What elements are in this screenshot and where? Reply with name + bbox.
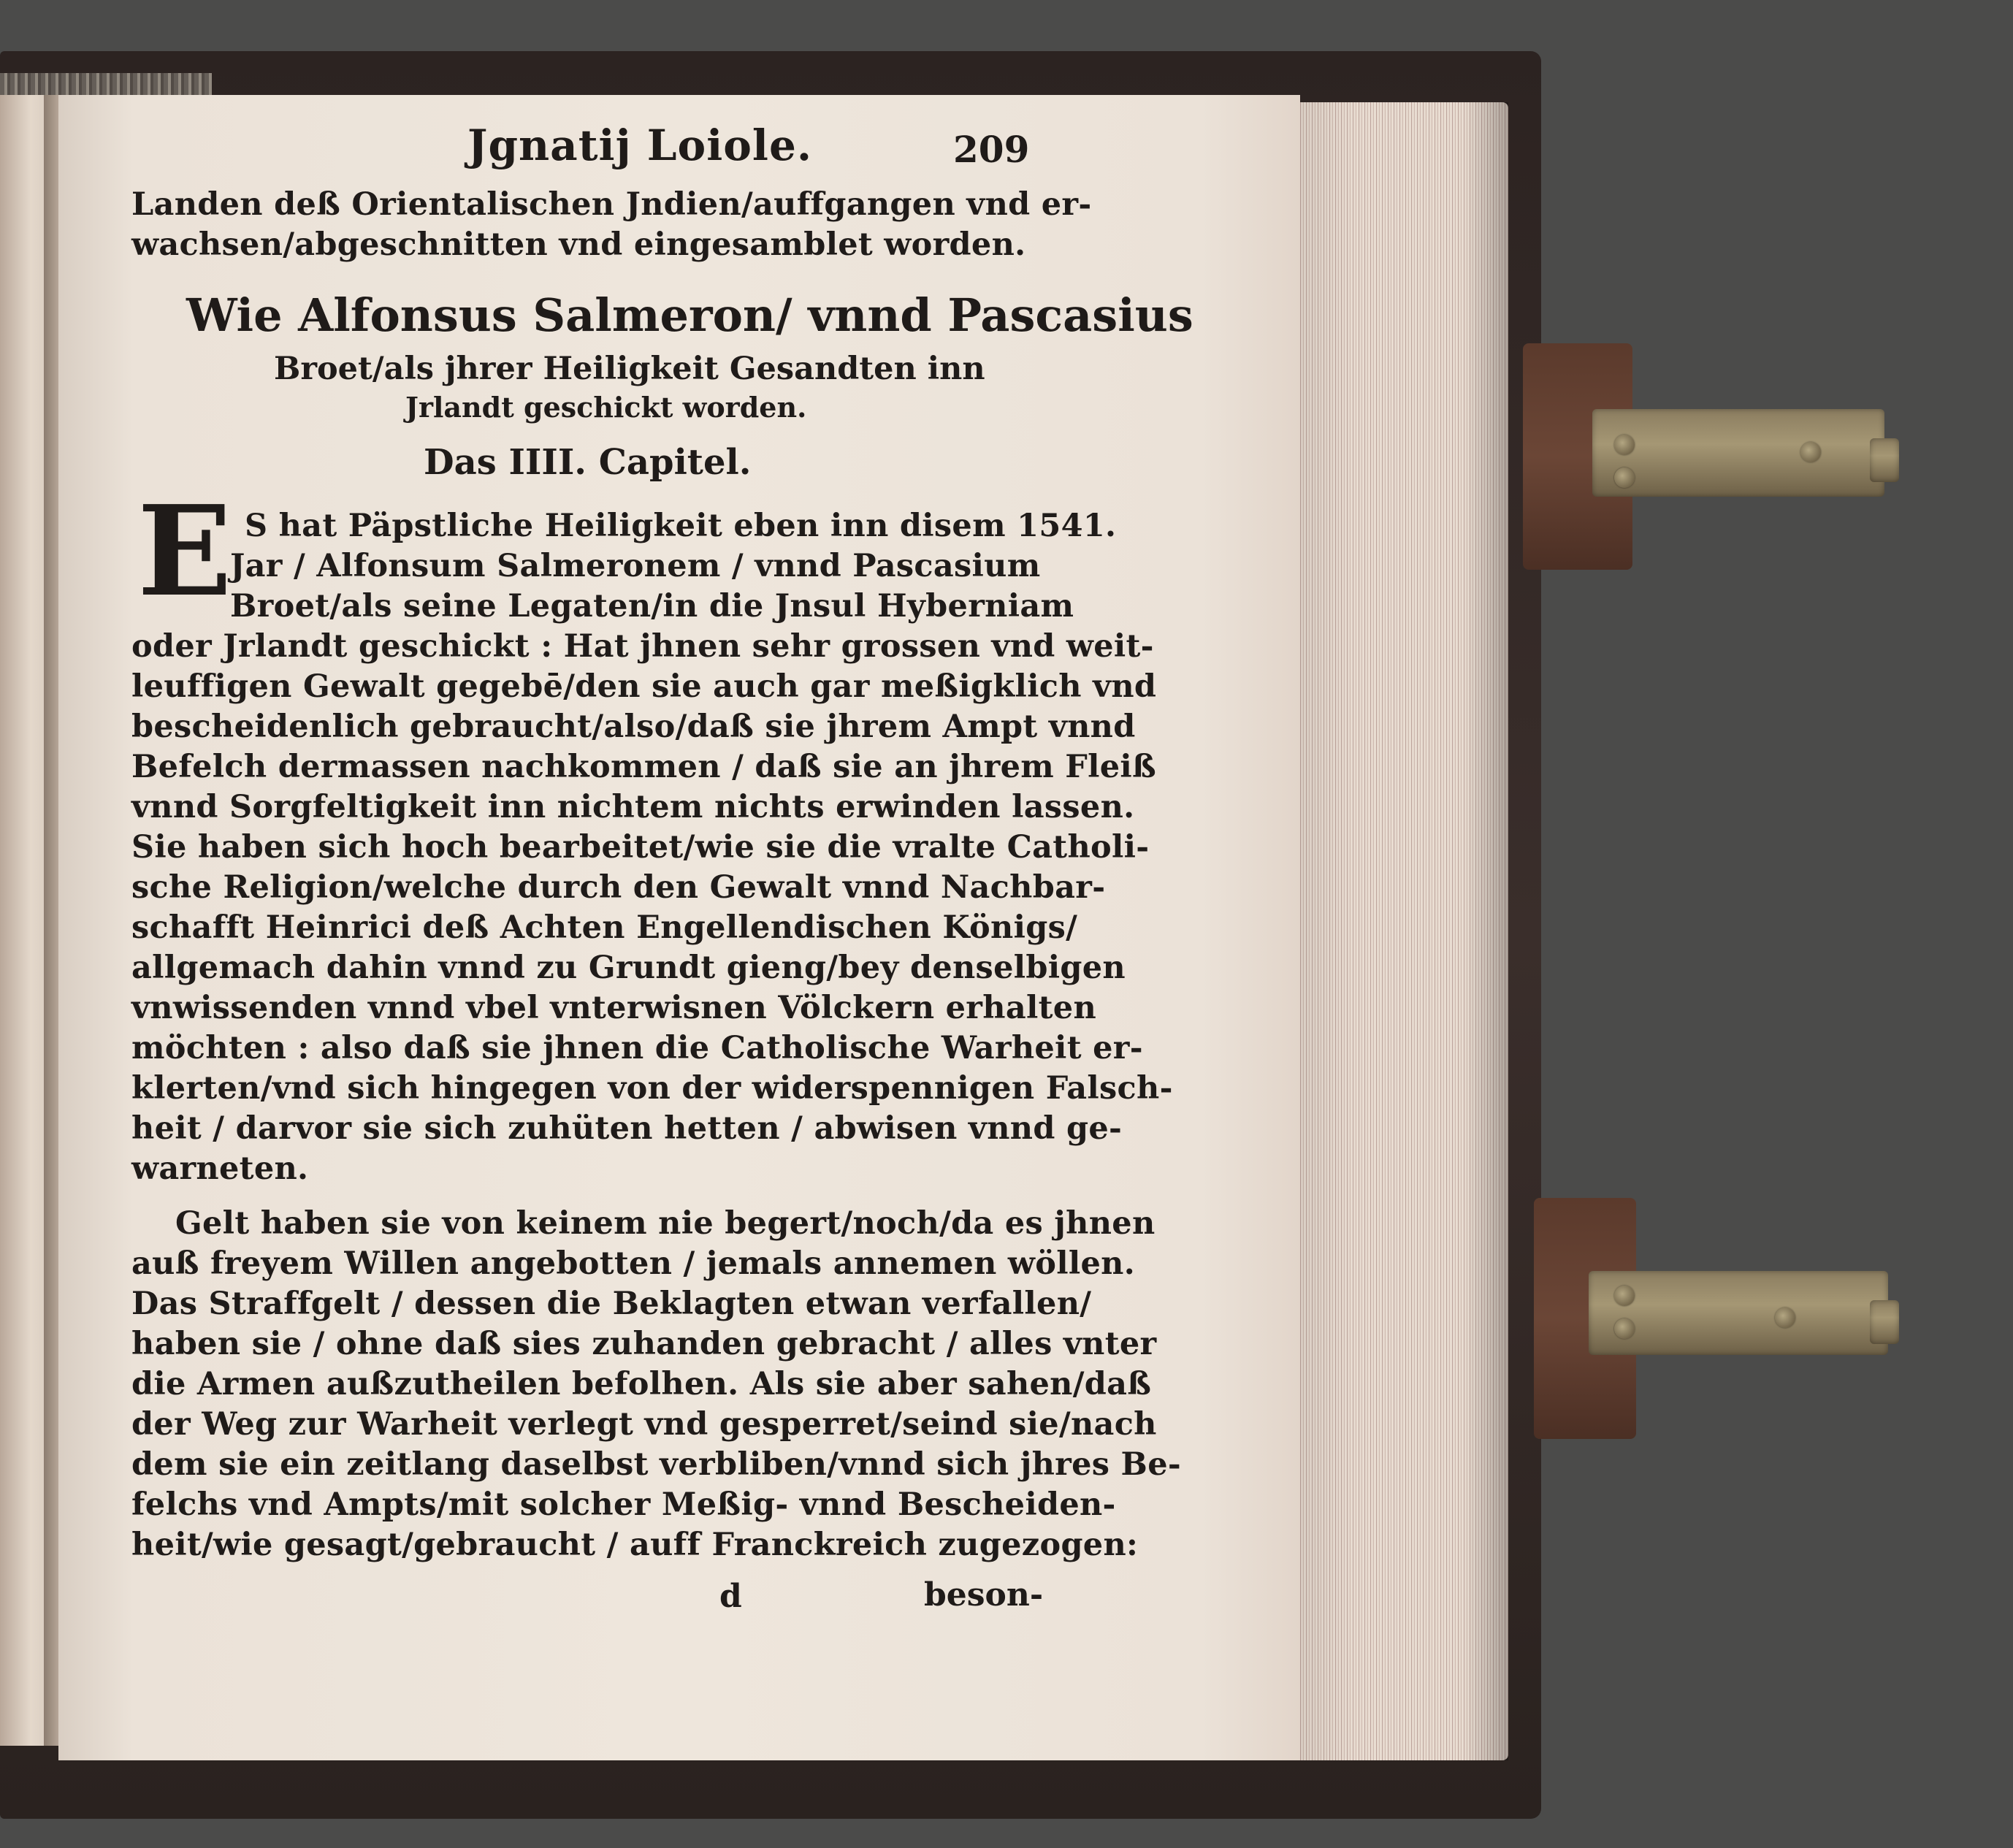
upper-clasp-rivet xyxy=(1800,442,1821,462)
body-line: Broet/als seine Legaten/in die Jnsul Hyberniam xyxy=(230,588,1074,625)
body-line: schafft Heinrici deß Achten Engellendischen Königs/ xyxy=(131,909,1078,946)
body-line: oder Jrlandt geschickt : Hat jhnen sehr grossen vnd weit- xyxy=(131,628,1154,665)
section-heading-line: Wie Alfonsus Salmeron/ vnnd Pascasius xyxy=(186,289,1193,342)
body-line: warneten. xyxy=(131,1150,309,1187)
body-line: sche Religion/welche durch den Gewalt vnnd Nachbar- xyxy=(131,869,1106,906)
body-line: Sie haben sich hoch bearbeitet/wie sie die vralte Catholi- xyxy=(131,829,1150,866)
body-line: heit / darvor sie sich zuhüten hetten / abwisen vnnd ge- xyxy=(131,1110,1123,1147)
lower-clasp-rivet xyxy=(1614,1318,1635,1339)
body-line: dem sie ein zeitlang daselbst verbliben/vnnd sich jhres Be- xyxy=(131,1446,1181,1483)
body-line: Jar / Alfonsum Salmeronem / vnnd Pascasium xyxy=(230,548,1041,584)
upper-clasp-rivet xyxy=(1614,467,1635,488)
lower-clasp-plate xyxy=(1589,1271,1888,1355)
body-line: allgemach dahin vnnd zu Grundt gieng/bey denselbigen xyxy=(131,950,1126,986)
intro-line: Landen deß Orientalischen Jndien/auffgangen vnd er- xyxy=(131,186,1092,223)
body-line: auß freyem Willen angebotten / jemals annemen wöllen. xyxy=(131,1245,1135,1282)
body-line: felchs vnd Ampts/mit solcher Meßig- vnnd Bescheiden- xyxy=(131,1486,1116,1523)
intro-line: wachsen/abgeschnitten vnd eingesamblet worden. xyxy=(131,226,1026,263)
section-heading-line: Jrlandt geschickt worden. xyxy=(405,391,807,424)
upper-clasp-rivet xyxy=(1614,435,1635,455)
body-line: heit/wie gesagt/gebraucht / auff Franckreich zugezogen: xyxy=(131,1527,1139,1563)
body-line: vnwissenden vnnd vbel vnterwisnen Völckern erhalten xyxy=(131,990,1097,1026)
upper-clasp-hook xyxy=(1870,438,1899,482)
body-line: vnnd Sorgfeltigkeit inn nichtem nichts erwinden lassen. xyxy=(131,789,1135,825)
running-head: Jgnatij Loiole. xyxy=(467,121,813,170)
section-heading-line: Broet/als jhrer Heiligkeit Gesandten inn xyxy=(274,351,985,387)
lower-clasp-hook xyxy=(1870,1300,1899,1344)
page-stack-shade xyxy=(1289,102,1508,1760)
upper-clasp-plate xyxy=(1592,409,1884,497)
body-line: möchten : also daß sie jhnen die Catholische Warheit er- xyxy=(131,1030,1143,1066)
page-number: 209 xyxy=(953,128,1030,171)
body-line: Befelch dermassen nachkommen / daß sie an jhrem Fleiß xyxy=(131,749,1157,785)
body-line: Gelt haben sie von keinem nie begert/noch/da es jhnen xyxy=(175,1205,1156,1242)
body-line: der Weg zur Warheit verlegt vnd gesperret/seind sie/nach xyxy=(131,1406,1157,1443)
chapter-title: Das IIII. Capitel. xyxy=(424,442,752,483)
body-line: S hat Päpstliche Heiligkeit eben inn disem 1541. xyxy=(245,508,1117,544)
body-line: leuffigen Gewalt gegebē/den sie auch gar meßigklich vnd xyxy=(131,668,1157,705)
lower-clasp-rivet xyxy=(1775,1307,1795,1328)
decorated-initial: E xyxy=(137,478,232,625)
signature-mark: d xyxy=(719,1578,742,1615)
catchword: beson- xyxy=(924,1576,1044,1614)
body-line: bescheidenlich gebraucht/also/daß sie jhrem Ampt vnnd xyxy=(131,709,1136,745)
lower-clasp-rivet xyxy=(1614,1286,1635,1306)
book-page xyxy=(58,95,1300,1760)
body-line: klerten/vnd sich hingegen von der widerspennigen Falsch- xyxy=(131,1070,1173,1107)
body-line: Das Straffgelt / dessen die Beklagten etwan verfallen/ xyxy=(131,1286,1092,1322)
body-line: die Armen außzutheilen befolhen. Als sie aber sahen/daß xyxy=(131,1366,1152,1402)
body-line: haben sie / ohne daß sies zuhanden gebracht / alles vnter xyxy=(131,1326,1157,1362)
